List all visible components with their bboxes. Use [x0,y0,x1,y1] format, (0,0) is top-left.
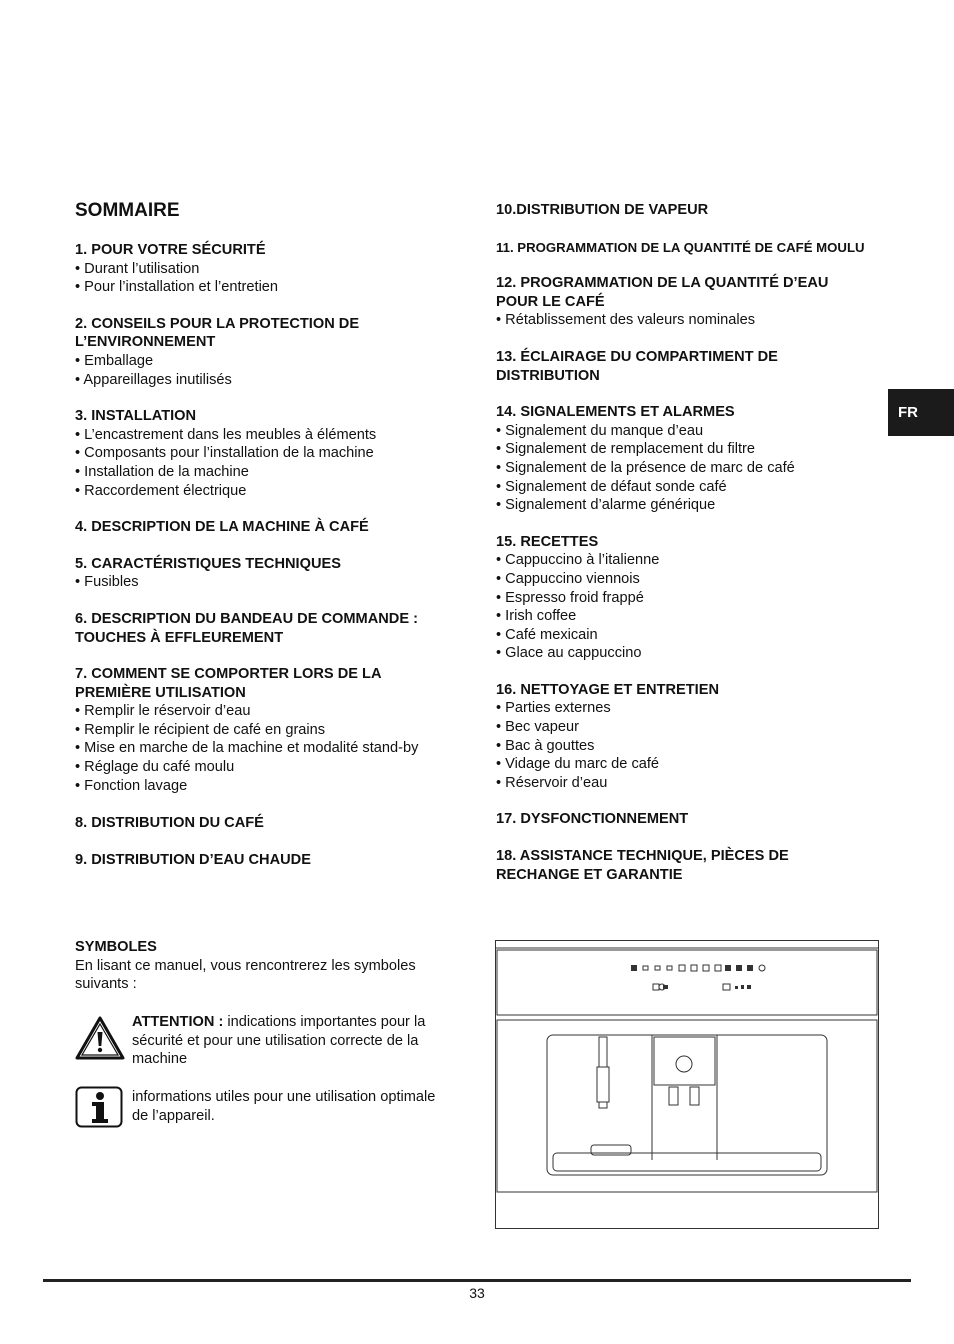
list-item: • L’encastrement dans les meubles à éléments [75,426,377,443]
coffee-machine-diagram [495,940,880,1235]
section-heading: 10.DISTRIBUTION DE VAPEUR [496,202,709,218]
toc-section-8 [75,814,475,833]
list-item: • Signalement du manque d’eau [496,422,704,439]
list-item: • Pour l’installation et l’entretien [75,279,279,296]
section-heading: L’ENVIRONNEMENT [75,334,216,351]
toc-right [496,201,896,884]
list-item: • Bac à gouttes [496,737,595,754]
attention-note [132,1013,462,1069]
section-heading: 17. DYSFONCTIONNEMENT [496,811,689,828]
section-heading: 11. PROGRAMMATION DE LA QUANTITÉ DE CAFÉ MOULU [496,239,865,255]
list-item: • Durant l’utilisation [75,260,200,277]
toc-section-9 [75,851,475,870]
language-tab-label: FR [898,404,918,421]
section-heading: PREMIÈRE UTILISATION [75,684,246,701]
list-item: • Appareillages inutilisés [75,371,232,388]
section-heading: 13. ÉCLAIRAGE DU COMPARTIMENT DE [496,348,778,365]
list-item: • Rétablissement des valeurs nominales [496,312,756,329]
toc-section-16 [496,681,896,793]
list-item: • Remplir le réservoir d’eau [75,703,251,720]
list-item: • Parties externes [496,700,611,717]
list-item: • Signalement d’alarme générique [496,497,716,514]
page-title: SOMMAIRE [75,200,180,221]
list-item: • Café mexicain [496,626,598,643]
list-item: • Cappuccino viennois [496,570,640,587]
list-item: • Cappuccino à l’italienne [496,552,660,569]
info-text: informations utiles pour une utilisation optimale [132,1089,436,1105]
attention-text: indications importantes pour la [223,1014,426,1030]
list-item: • Signalement de défaut sonde café [496,478,727,495]
list-item: • Raccordement électrique [75,482,247,499]
toc-left [75,241,475,869]
symbols-heading: SYMBOLES [75,939,157,955]
section-heading: RECHANGE ET GARANTIE [496,866,683,883]
section-heading: 5. CARACTÉRISTIQUES TECHNIQUES [75,555,341,572]
toc-section-3 [75,407,475,500]
toc-section-7 [75,665,475,795]
list-item: • Bec vapeur [496,719,579,736]
section-heading: 15. RECETTES [496,533,599,550]
toc-section-15 [496,533,896,663]
toc-section-12 [496,274,896,330]
symbols-intro: suivants : [75,976,137,993]
list-item: • Réservoir d’eau [496,774,608,791]
section-heading: 8. DISTRIBUTION DU CAFÉ [75,815,264,832]
list-item: • Emballage [75,352,154,369]
attention-text: sécurité et pour une utilisation correcte de la [132,1032,419,1049]
list-item: • Composants pour l’installation de la machine [75,445,374,462]
section-heading: POUR LE CAFÉ [496,293,605,310]
toc-section-17 [496,810,896,829]
list-item: • Vidage du marc de café [496,756,660,773]
attention-text: machine [132,1051,188,1068]
toc-section-5 [75,555,475,592]
toc-section-18 [496,847,896,884]
toc-section-1 [75,241,475,297]
list-item: • Remplir le récipient de café en grains [75,721,326,738]
section-heading: TOUCHES À EFFLEUREMENT [75,629,284,646]
language-tab [888,389,954,436]
warning-triangle-icon [74,1015,126,1066]
list-item: • Fusibles [75,574,139,591]
list-item: • Mise en marche de la machine et modalité stand-by [75,740,419,757]
list-item: • Réglage du café moulu [75,759,235,776]
symbols-intro: En lisant ce manuel, vous rencontrerez les symboles [75,957,416,974]
toc-section-4 [75,518,475,537]
toc-section-10 [496,201,896,220]
section-heading: 12. PROGRAMMATION DE LA QUANTITÉ D’EAU [496,275,829,292]
list-item: • Signalement de remplacement du filtre [496,441,756,458]
section-heading: 9. DISTRIBUTION D’EAU CHAUDE [75,851,311,868]
list-item: • Installation de la machine [75,463,249,480]
section-heading: 3. INSTALLATION [75,408,197,425]
info-icon [75,1086,123,1133]
footer-rule [43,1279,911,1282]
page-number: 33 [469,1285,485,1301]
section-heading: DISTRIBUTION [496,367,600,384]
section-heading: 14. SIGNALEMENTS ET ALARMES [496,404,735,421]
section-heading: 18. ASSISTANCE TECHNIQUE, PIÈCES DE [496,848,789,865]
toc-section-13 [496,348,896,385]
section-heading: 4. DESCRIPTION DE LA MACHINE À CAFÉ [75,519,369,536]
attention-label: ATTENTION : [132,1014,224,1030]
toc-section-6 [75,610,475,647]
section-heading: 2. CONSEILS POUR LA PROTECTION DE [75,315,360,332]
list-item: • Irish coffee [496,608,577,625]
section-heading: 7. COMMENT SE COMPORTER LORS DE LA [75,666,382,683]
symbols-section [75,938,465,994]
info-text: de l’appareil. [132,1107,215,1124]
toc-section-14 [496,403,896,515]
list-item: • Fonction lavage [75,777,188,794]
info-note [132,1088,472,1125]
section-heading: 1. POUR VOTRE SÉCURITÉ [75,242,266,258]
section-heading: 16. NETTOYAGE ET ENTRETIEN [496,681,720,698]
toc-section-2 [75,315,475,389]
list-item: • Glace au cappuccino [496,645,642,662]
toc-section-11 [496,239,896,258]
list-item: • Signalement de la présence de marc de café [496,459,795,476]
section-heading: 6. DESCRIPTION DU BANDEAU DE COMMANDE : [75,610,418,627]
list-item: • Espresso froid frappé [496,589,644,606]
